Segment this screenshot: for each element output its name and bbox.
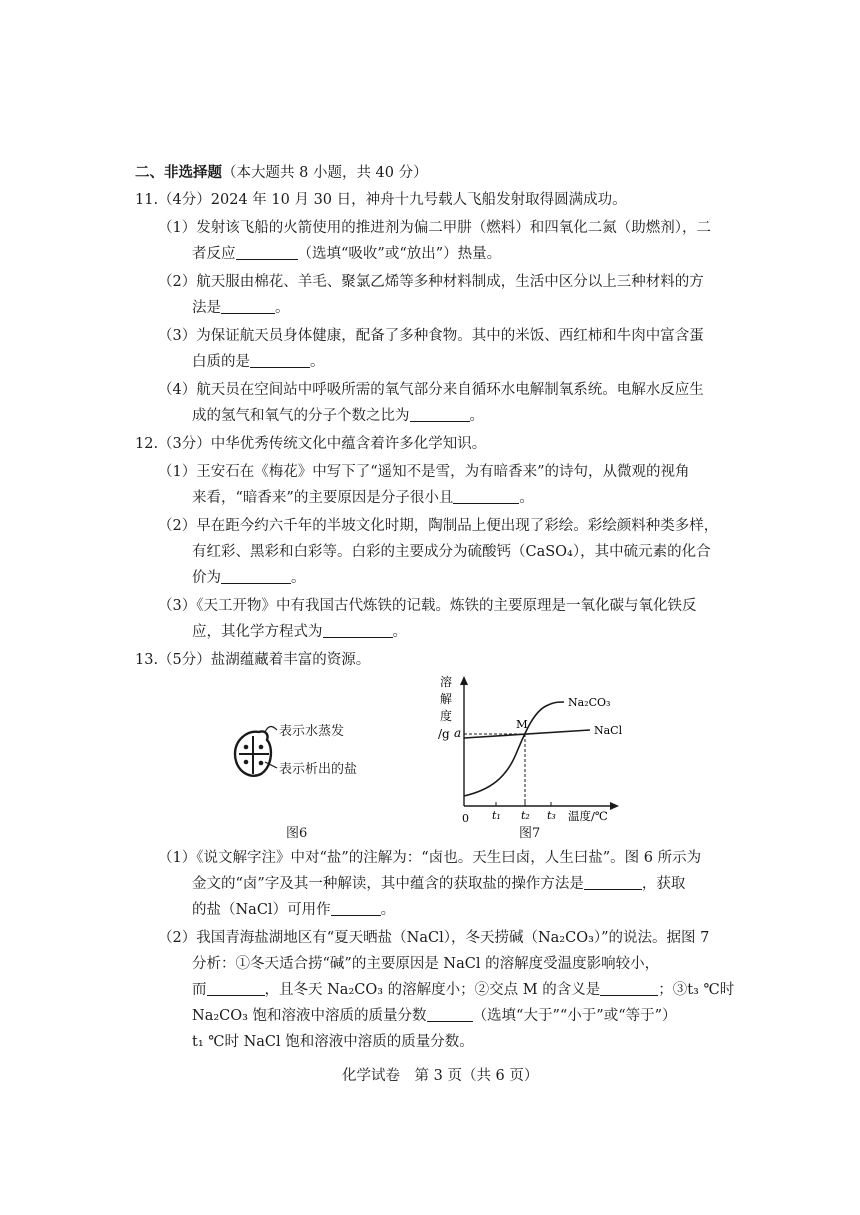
q13-part1-text2: 的盐（NaCl）可用作 (192, 902, 331, 918)
section-note: （本大题共 8 小题，共 40 分） (222, 165, 428, 181)
q13-part2-line3 (192, 980, 734, 1000)
q13-part1-text-after: ，获取 (641, 876, 686, 892)
chart-xlabel: 温度/℃ (568, 809, 608, 823)
q11-head: 11.（4分）2024 年 10 月 30 日，神舟十九号载人飞船发射取得圆满成功。 (135, 192, 627, 208)
chart-ylabel-char: 解 (440, 692, 453, 706)
q11-part4-blank[interactable] (410, 407, 470, 422)
q11-part2-text: 法是 (192, 300, 221, 316)
q13-part2-text4: Na₂CO₃ 饱和溶液中溶质的质量分数 (192, 1008, 427, 1024)
section-heading (135, 163, 428, 183)
q13-part2-line5: t₁ ℃时 NaCl 饱和溶液中溶质的质量分数。 (192, 1034, 474, 1050)
q12-part1-line1: （1）王安石在《梅花》中写下了“遥知不是雪，为有暗香来”的诗句，从微观的视角 (158, 464, 690, 480)
q11-part1-text: 者反应 (192, 246, 236, 262)
q13-part1-text2-after: 。 (380, 902, 396, 918)
q11-part2-blank[interactable] (221, 299, 275, 314)
q13-head: 13.（5分）盐湖蕴藏着丰富的资源。 (135, 652, 371, 668)
chart-ylabel-char: 溶 (440, 675, 453, 689)
chart-tick-label-t1: t₁ (492, 809, 501, 822)
q12-part2-line3 (192, 568, 306, 588)
q13-part2-blank2[interactable] (600, 981, 658, 996)
chart-series-nacl-line (464, 730, 590, 738)
salt-dot-icon (259, 761, 264, 766)
q12-part1-text: 来看，“暗香来”的主要原因是分子很小且 (192, 490, 454, 506)
chart-tick-label-t2: t₂ (521, 809, 530, 822)
chart-intersection-label: M (516, 717, 528, 731)
q13-part1-line1: （1）《说文解字注》中对“盐”的注解为：“卤也。天生曰卤，人生曰盐”。图 6 所示为 (158, 850, 702, 866)
q12-part1-text-after: 。 (519, 490, 534, 506)
chart-ylabel-char: /g (438, 727, 450, 741)
chart-tick-label-t3: t₃ (547, 809, 556, 822)
chart-series-na2co3-line (464, 702, 564, 796)
q11-part3-blank[interactable] (250, 353, 310, 368)
q11-part1-line2 (192, 244, 501, 264)
q12-part2-line1: （2）早在距今约六千年的半坡文化时期，陶制品上便出现了彩绘。彩绘颜料种类多样， (158, 518, 719, 534)
chart-origin-label: 0 (462, 812, 469, 825)
q13-part2-text4-after: （选填“大于”“小于”或“等于”） (472, 1008, 677, 1024)
figure7-solubility-chart (430, 672, 630, 830)
salt-dot-icon (244, 760, 249, 765)
q11-part4-text: 成的氢气和氧气的分子个数之比为 (192, 408, 410, 424)
q13-part1-line2 (192, 874, 685, 894)
salt-dot-icon (244, 745, 249, 750)
chart-ylabel-char: 度 (440, 709, 453, 723)
q13-part2-line4 (192, 1006, 677, 1026)
section-title: 二、非选择题 (135, 164, 222, 181)
q12-part3-text: 应，其化学方程式为 (192, 624, 323, 640)
q13-part2-text-after: ；③t₃ ℃时 (658, 982, 735, 998)
q13-part1-blank-method[interactable] (584, 875, 642, 890)
chart-x-arrow-icon (610, 802, 619, 810)
q13-part1-line3 (192, 900, 395, 920)
chart-series-label-na2co3: Na₂CO₃ (568, 696, 611, 709)
q13-part2-text: 而 (192, 982, 207, 998)
q11-part2-line2 (192, 298, 290, 318)
q11-part3-line1: （3）为保证航天员身体健康，配备了多种食物。其中的米饭、西红柿和牛肉中富含蛋 (158, 328, 704, 344)
figure7-caption: 图7 (519, 826, 541, 841)
q11-part2-text-after: 。 (275, 300, 290, 316)
q12-part2-text: 价为 (192, 570, 221, 586)
q11-part2-line1: （2）航天服由棉花、羊毛、聚氯乙烯等多种材料制成，生活中区分以上三种材料的方 (158, 274, 704, 290)
q12-head: 12.（3分）中华优秀传统文化中蕴含着许多化学知识。 (135, 436, 487, 452)
fig6-label-evaporation: 表示水蒸发 (279, 724, 345, 739)
page-footer: 化学试卷 第 3 页（共 6 页） (342, 1068, 539, 1084)
q12-part3-line2 (192, 622, 407, 642)
q12-part1-blank[interactable] (453, 489, 519, 504)
q11-part4-line1: （4）航天员在空间站中呼吸所需的氧气部分来自循环水电解制氧系统。电解水反应生 (158, 382, 704, 398)
chart-ytick-a: a (454, 726, 462, 740)
q13-part2-line2: 分析：①冬天适合捞“碱”的主要原因是 NaCl 的溶解度受温度影响较小， (192, 956, 660, 972)
q12-part1-line2 (192, 488, 534, 508)
q11-part1-line1: （1）发射该飞船的火箭使用的推进剂为偏二甲肼（燃料）和四氧化二氮（助燃剂），二 (158, 220, 711, 236)
q12-part2-line2: 有红彩、黑彩和白彩等。白彩的主要成分为硫酸钙（CaSO₄），其中硫元素的化合 (192, 544, 711, 560)
q13-part2-line1: （2）我国青海盐湖地区有“夏天晒盐（NaCl），冬天捞碱（Na₂CO₃）”的说法。据图 7 (158, 930, 710, 946)
q12-part3-blank[interactable] (323, 623, 393, 638)
q11-part3-line2 (192, 352, 325, 372)
q11-part4-line2 (192, 406, 484, 426)
figure6-lu-character (225, 718, 390, 790)
q11-part1-text-after: （选填“吸收”或“放出”）热量。 (297, 246, 502, 262)
q13-part2-blank3[interactable] (427, 1007, 473, 1022)
chart-y-arrow-icon (460, 676, 468, 685)
chart-series-label-nacl: NaCl (594, 724, 623, 737)
q12-part2-blank[interactable] (221, 569, 291, 584)
q11-part3-text-after: 。 (310, 354, 325, 370)
q13-part2-blank1[interactable] (207, 981, 265, 996)
q13-part1-text: 金文的“卤”字及其一种解读，其中蕴含的获取盐的操作方法是 (192, 876, 584, 892)
q12-part3-line1: （3）《天工开物》中有我国古代炼铁的记载。炼铁的主要原理是一氧化碳与氧化铁反 (158, 598, 697, 614)
salt-dot-icon (259, 745, 264, 750)
q12-part2-text-after: 。 (291, 570, 306, 586)
q11-part1-blank[interactable] (236, 245, 298, 260)
leader-line-evaporation (265, 727, 277, 733)
q12-part3-text-after: 。 (392, 624, 407, 640)
figure6-caption: 图6 (286, 826, 308, 841)
q11-part4-text-after: 。 (469, 408, 484, 424)
q13-part1-blank-use[interactable] (331, 901, 381, 916)
q13-part2-text-mid: ，且冬天 Na₂CO₃ 的溶解度小；②交点 M 的含义是 (264, 982, 601, 998)
fig6-label-salt: 表示析出的盐 (279, 762, 358, 777)
q11-part3-text: 白质的是 (192, 354, 250, 370)
